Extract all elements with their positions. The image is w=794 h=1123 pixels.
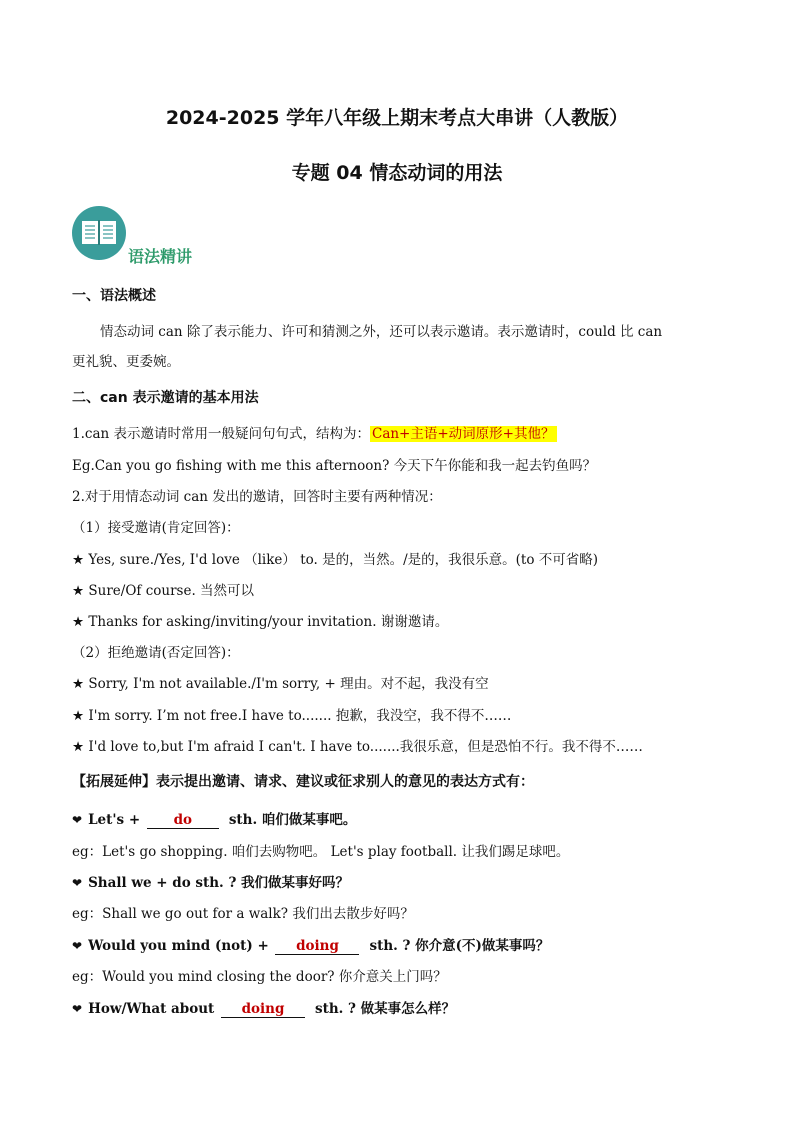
- answer-blank: doing: [275, 938, 359, 955]
- pattern-how-about: ❤ How/What about doing sth. ? 做某事怎么样？: [72, 1001, 456, 1017]
- pattern-shall: ❤ Shall we + do sth. ? 我们做某事好吗？: [72, 875, 350, 891]
- star-bullet-icon: ★: [72, 739, 89, 755]
- section-heading-overview: 一、语法概述: [72, 288, 156, 304]
- section-badge-label: 语法精讲: [128, 247, 193, 266]
- open-book-icon: [72, 206, 126, 260]
- document-subtitle: 专题 04 情态动词的用法: [291, 162, 503, 184]
- heart-bullet-icon: ❤: [72, 1002, 83, 1016]
- star-bullet-icon: ★: [72, 614, 89, 630]
- list-item: ★ I'd love to,but I'm afraid I can't. I have to.......我很乐意，但是恐怕不行。我不得不……: [72, 739, 643, 755]
- star-bullet-icon: ★: [72, 552, 89, 568]
- heart-bullet-icon: ❤: [72, 813, 83, 827]
- document-title: 2024-2025 学年八年级上期末考点大串讲（人教版）: [165, 107, 629, 129]
- accept-heading: （1）接受邀请(肯定回答)：: [72, 520, 240, 536]
- answer-blank: do: [147, 812, 219, 829]
- paragraph-line: 更礼貌、更委婉。: [72, 354, 180, 370]
- pattern-would-you-mind: ❤ Would you mind (not) + doing sth. ? 你介意(不)做某事吗？: [72, 938, 550, 954]
- rule-text: 1.can 表示邀请时常用一般疑问句句式，结构为：: [72, 426, 370, 442]
- section-heading-can: 二、can 表示邀请的基本用法: [72, 390, 259, 406]
- star-bullet-icon: ★: [72, 583, 89, 599]
- list-item: ★ Sorry, I'm not available./I'm sorry, + 理由。对不起，我没有空: [72, 676, 489, 692]
- extension-heading: 【拓展延伸】表示提出邀请、请求、建议或征求别人的意见的表达方式有：: [72, 774, 534, 790]
- example-sentence: eg：Would you mind closing the door? 你介意关上门吗？: [72, 969, 447, 985]
- example-sentence: eg：Let's go shopping. 咱们去购物吧。 Let's play football. 让我们踢足球吧。: [72, 844, 570, 860]
- heart-bullet-icon: ❤: [72, 939, 83, 953]
- highlighted-structure: Can+主语+动词原形+其他？: [371, 426, 555, 442]
- heart-bullet-icon: ❤: [72, 876, 83, 890]
- refuse-heading: （2）拒绝邀请(否定回答)：: [72, 645, 240, 661]
- paragraph-line: 2.对于用情态动词 can 发出的邀请，回答时主要有两种情况：: [72, 489, 442, 505]
- paragraph-line: 情态动词 can 除了表示能力、许可和猜测之外，还可以表示邀请。表示邀请时，could 比 can: [100, 324, 663, 340]
- star-bullet-icon: ★: [72, 708, 89, 724]
- star-bullet-icon: ★: [72, 676, 89, 692]
- pattern-lets: ❤ Let's + do sth. 咱们做某事吧。: [72, 812, 357, 828]
- example-sentence: eg：Shall we go out for a walk? 我们出去散步好吗？: [72, 906, 414, 922]
- list-item: ★ I'm sorry. I’m not free.I have to....... 抱歉，我没空，我不得不……: [72, 708, 512, 724]
- list-item: ★ Thanks for asking/inviting/your invitation. 谢谢邀请。: [72, 614, 449, 630]
- list-item: ★ Sure/Of course. 当然可以: [72, 583, 255, 599]
- structure-rule: [72, 424, 557, 444]
- example-sentence: Eg.Can you go fishing with me this afternoon? 今天下午你能和我一起去钓鱼吗？: [72, 458, 597, 474]
- list-item: ★ Yes, sure./Yes, I'd love （like） to. 是的，当然。/是的，我很乐意。(to 不可省略): [72, 552, 599, 568]
- answer-blank: doing: [221, 1001, 305, 1018]
